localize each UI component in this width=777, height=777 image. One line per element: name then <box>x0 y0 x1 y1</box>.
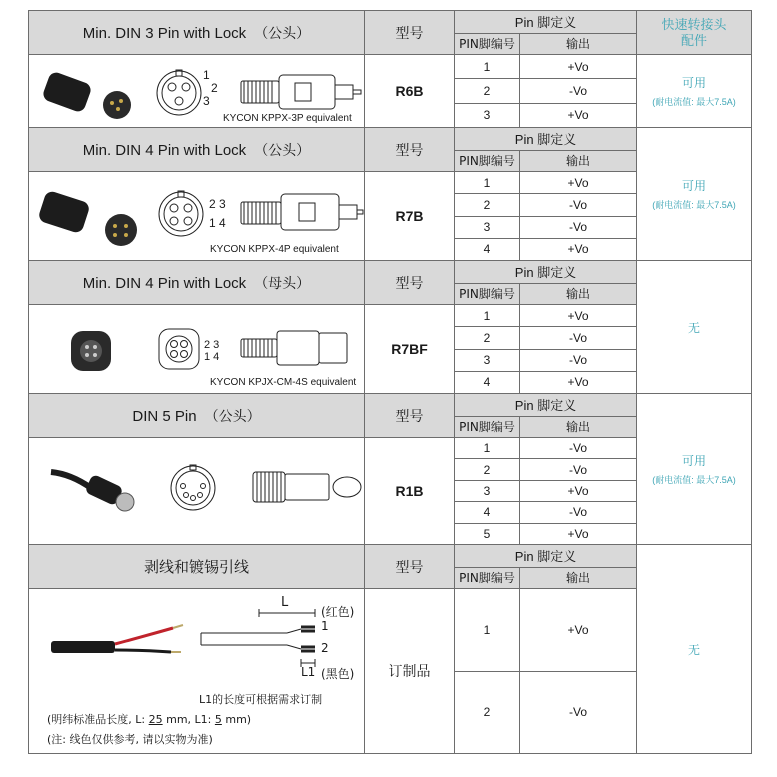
section-title-r1b: DIN 5 Pin （公头） <box>29 394 365 438</box>
pin-number: 2 <box>455 79 520 103</box>
pin-output: -Vo <box>520 216 637 238</box>
pin-output: -Vo <box>520 459 637 480</box>
pin-number: 5 <box>455 523 520 544</box>
lead-dimension-diagram <box>201 609 315 667</box>
pin-number-header: PIN脚编号 <box>455 283 520 305</box>
connector-spec-table <box>28 10 752 754</box>
pin-number: 3 <box>455 216 520 238</box>
model-custom: 订制品 <box>365 589 455 754</box>
model-header: 型号 <box>365 11 455 55</box>
pinout-face-icon <box>159 191 203 236</box>
dimension-l-label: L <box>281 595 289 610</box>
model-header: 型号 <box>365 128 455 172</box>
pin-label: 2 <box>211 81 218 95</box>
wire-1-label: 1 <box>321 619 329 633</box>
model-r7b: R7B <box>365 172 455 261</box>
section-title-r7bf: Min. DIN 4 Pin with Lock （母头） <box>29 261 365 305</box>
pin-number: 2 <box>455 671 520 754</box>
pin-definition-header: Pin 脚定义 <box>455 11 637 34</box>
connector-caption: KYCON KPPX-4P equivalent <box>210 244 339 255</box>
pin-number-header: PIN脚编号 <box>455 567 520 589</box>
pin-definition-header: Pin 脚定义 <box>455 261 637 284</box>
pin-number: 3 <box>455 480 520 501</box>
length-custom-note: L1的长度可根据需求订制 <box>199 693 323 706</box>
pin-output: +Vo <box>520 523 637 544</box>
plug-side-icon <box>253 472 361 502</box>
pin-output: -Vo <box>520 79 637 103</box>
pinout-face-icon <box>157 70 201 115</box>
pin-number: 4 <box>455 371 520 393</box>
pin-output: +Vo <box>520 238 637 260</box>
pin-output: +Vo <box>520 480 637 501</box>
pin-output: +Vo <box>520 305 637 327</box>
pin-number-header: PIN脚编号 <box>455 150 520 172</box>
pin-number: 1 <box>455 589 520 672</box>
din5-illustration <box>29 438 365 544</box>
quick-adapter-r6b: 可用 (耐电流值: 最大7.5A) <box>637 55 752 128</box>
pin-number: 3 <box>455 103 520 127</box>
plug-side-icon <box>241 194 363 230</box>
plug-side-icon <box>241 75 361 109</box>
pin-definition-header: Pin 脚定义 <box>455 394 637 417</box>
quick-adapter-header: 快速转接头 配件 <box>637 11 752 55</box>
quick-adapter-r1b: 可用 (耐电流值: 最大7.5A) <box>637 394 752 545</box>
model-header: 型号 <box>365 394 455 438</box>
pin-number: 1 <box>455 438 520 459</box>
model-r1b: R1B <box>365 438 455 545</box>
socket-photo-icon <box>71 331 111 371</box>
output-header: 输出 <box>520 150 637 172</box>
quick-adapter-leads: 无 <box>637 545 752 754</box>
pin-output: -Vo <box>520 327 637 349</box>
pin-output: -Vo <box>520 671 637 754</box>
connector-caption: KYCON KPPX-3P equivalent <box>223 113 352 124</box>
pin-label: 1 4 <box>204 351 220 363</box>
output-header: 输出 <box>520 567 637 589</box>
plug-side-icon <box>241 331 347 365</box>
connector-image-r7b <box>29 172 365 261</box>
connector-image-r1b <box>29 438 365 545</box>
red-wire-label: (红色) <box>321 605 355 619</box>
pin-number: 2 <box>455 194 520 216</box>
pinout-face-icon <box>159 329 199 369</box>
model-header: 型号 <box>365 545 455 589</box>
wire-2-label: 2 <box>321 641 329 655</box>
pin-output: +Vo <box>520 103 637 127</box>
model-r7bf: R7BF <box>365 305 455 394</box>
pinout-face-icon <box>171 465 215 510</box>
pin-number: 1 <box>455 305 520 327</box>
model-header: 型号 <box>365 261 455 305</box>
standard-length-note: (明纬标准品长度, L: 25 mm, L1: 5 mm) <box>47 713 252 726</box>
output-header: 输出 <box>520 416 637 438</box>
connector-image-r7bf <box>29 305 365 394</box>
pin-label: 1 <box>203 68 210 82</box>
pin-number: 1 <box>455 55 520 79</box>
pin-number: 4 <box>455 238 520 260</box>
pin-number: 3 <box>455 349 520 371</box>
pin-label: 2 3 <box>209 197 226 211</box>
connector-spec-sheet <box>28 10 751 754</box>
pin-output: -Vo <box>520 349 637 371</box>
section-title-leads: 剥线和镀锡引线 <box>29 545 365 589</box>
pin-output: -Vo <box>520 502 637 523</box>
pin-number: 1 <box>455 172 520 194</box>
pin-output: +Vo <box>520 589 637 672</box>
pin-output: +Vo <box>520 55 637 79</box>
plug-photo-icon <box>41 70 131 119</box>
pin-number-header: PIN脚编号 <box>455 33 520 55</box>
pin-number: 4 <box>455 502 520 523</box>
cable-photo-icon <box>51 625 183 653</box>
pin-definition-header: Pin 脚定义 <box>455 545 637 568</box>
pin-label: 3 <box>203 94 210 108</box>
pin-number-header: PIN脚编号 <box>455 416 520 438</box>
section-title-r6b: Min. DIN 3 Pin with Lock （公头） <box>29 11 365 55</box>
pin-number: 2 <box>455 459 520 480</box>
section-title-r7b: Min. DIN 4 Pin with Lock （公头） <box>29 128 365 172</box>
pin-output: +Vo <box>520 172 637 194</box>
black-wire-label: (黑色) <box>321 667 355 681</box>
wire-image-cell <box>29 589 365 754</box>
pin-output: +Vo <box>520 371 637 393</box>
model-r6b: R6B <box>365 55 455 128</box>
pin-number: 2 <box>455 327 520 349</box>
pin-output: -Vo <box>520 194 637 216</box>
pin-label: 2 3 <box>204 339 220 351</box>
wire-color-note: (注: 线色仅供参考, 请以实物为准) <box>47 733 213 746</box>
plug-photo-icon <box>37 190 137 246</box>
output-header: 输出 <box>520 33 637 55</box>
plug-photo-icon <box>51 472 134 511</box>
connector-image-r6b <box>29 55 365 128</box>
connector-caption: KYCON KPJX-CM-4S equivalent <box>210 377 357 388</box>
dimension-l1-label: L1 <box>301 665 316 679</box>
pin-output: -Vo <box>520 438 637 459</box>
quick-adapter-r7bf: 无 <box>637 261 752 394</box>
quick-adapter-r7b: 可用 (耐电流值: 最大7.5A) <box>637 128 752 261</box>
pin-label: 1 4 <box>209 216 226 230</box>
pin-definition-header: Pin 脚定义 <box>455 128 637 151</box>
output-header: 输出 <box>520 283 637 305</box>
